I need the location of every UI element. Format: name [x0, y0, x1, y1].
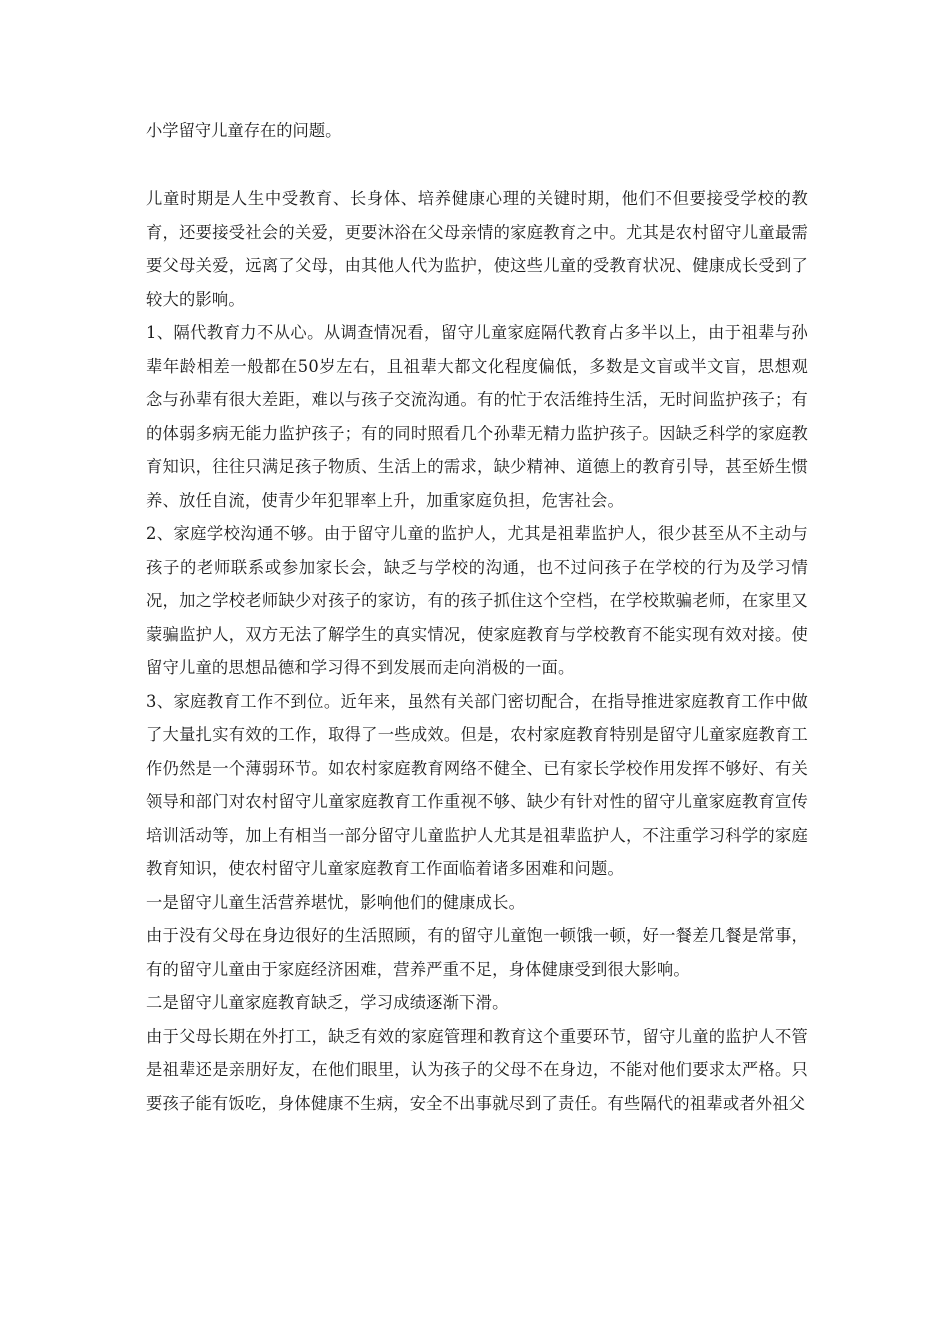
- document-title: 小学留守儿童存在的问题。: [146, 121, 342, 140]
- paragraph-point-1: 1、隔代教育力不从心。从调查情况看，留守儿童家庭隔代教育占多半以上，由于祖辈与孙辈年龄相差一般都在50岁左右，且祖辈大都文化程度偏低，多数是文盲或半文盲，思想观念与孙辈有很大差距，难以与孩子交流沟通。有的忙于农活维持生活，无时间监护孩子；有的体弱多病无能力监护孩子；有的同时照看几个孙辈无精力监护孩子。因缺乏科学的家庭教育知识，往往只满足孩子物质、生活上的需求，缺少精神、道德上的教育引导，甚至娇生惯养、放任自流，使青少年犯罪率上升，加重家庭负担，危害社会。: [146, 323, 808, 510]
- paragraph-intro: 儿童时期是人生中受教育、长身体、培养健康心理的关键时期，他们不但要接受学校的教育，还要接受社会的关爱，更要沐浴在父母亲情的家庭教育之中。尤其是农村留守儿童最需要父母关爱，远离了父母，由其他人代为监护，使这些儿童的受教育状况、健康成长受到了较大的影响。: [146, 189, 808, 309]
- paragraph-heading-nutrition: 一是留守儿童生活营养堪忧，影响他们的健康成长。: [146, 892, 526, 912]
- document-body: [146, 182, 808, 1120]
- paragraph-education: 由于父母长期在外打工，缺乏有效的家庭管理和教育这个重要环节，留守儿童的监护人不管是祖辈还是亲朋好友，在他们眼里，认为孩子的父母不在身边，不能对他们要求太严格。只要孩子能有饭吃，身体健康不生病，安全不出事就尽到了责任。有些隔代的祖辈或者外祖父: [146, 1026, 808, 1113]
- paragraph-heading-education: 二是留守儿童家庭教育缺乏，学习成绩逐渐下滑。: [146, 993, 509, 1012]
- paragraph-point-3: 3、家庭教育工作不到位。近年来，虽然有关部门密切配合，在指导推进家庭教育工作中做了大量扎实有效的工作，取得了一些成效。但是，农村家庭教育特别是留守儿童家庭教育工作仍然是一个薄弱环节。如农村家庭教育网络不健全、已有家长学校作用发挥不够好、有关领导和部门对农村留守儿童家庭教育工作重视不够、缺少有针对性的留守儿童家庭教育宣传培训活动等，加上有相当一部分留守儿童监护人尤其是祖辈监护人，不注重学习科学的家庭教育知识，使农村留守儿童家庭教育工作面临着诸多困难和问题。: [146, 691, 808, 878]
- paragraph-nutrition: 由于没有父母在身边很好的生活照顾，有的留守儿童饱一顿饿一顿，好一餐差几餐是常事，有的留守儿童由于家庭经济困难，营养严重不足，身体健康受到很大影响。: [146, 926, 808, 979]
- paragraph-point-2: 2、家庭学校沟通不够。由于留守儿童的监护人，尤其是祖辈监护人，很少甚至从不主动与孩子的老师联系或参加家长会，缺乏与学校的沟通，也不过问孩子在学校的行为及学习情况，加之学校老师缺少对孩子的家访，有的孩子抓住这个空档，在学校欺骗老师，在家里又蒙骗监护人，双方无法了解学生的真实情况，使家庭教育与学校教育不能实现有效对接。使留守儿童的思想品德和学习得不到发展而走向消极的一面。: [146, 524, 808, 677]
